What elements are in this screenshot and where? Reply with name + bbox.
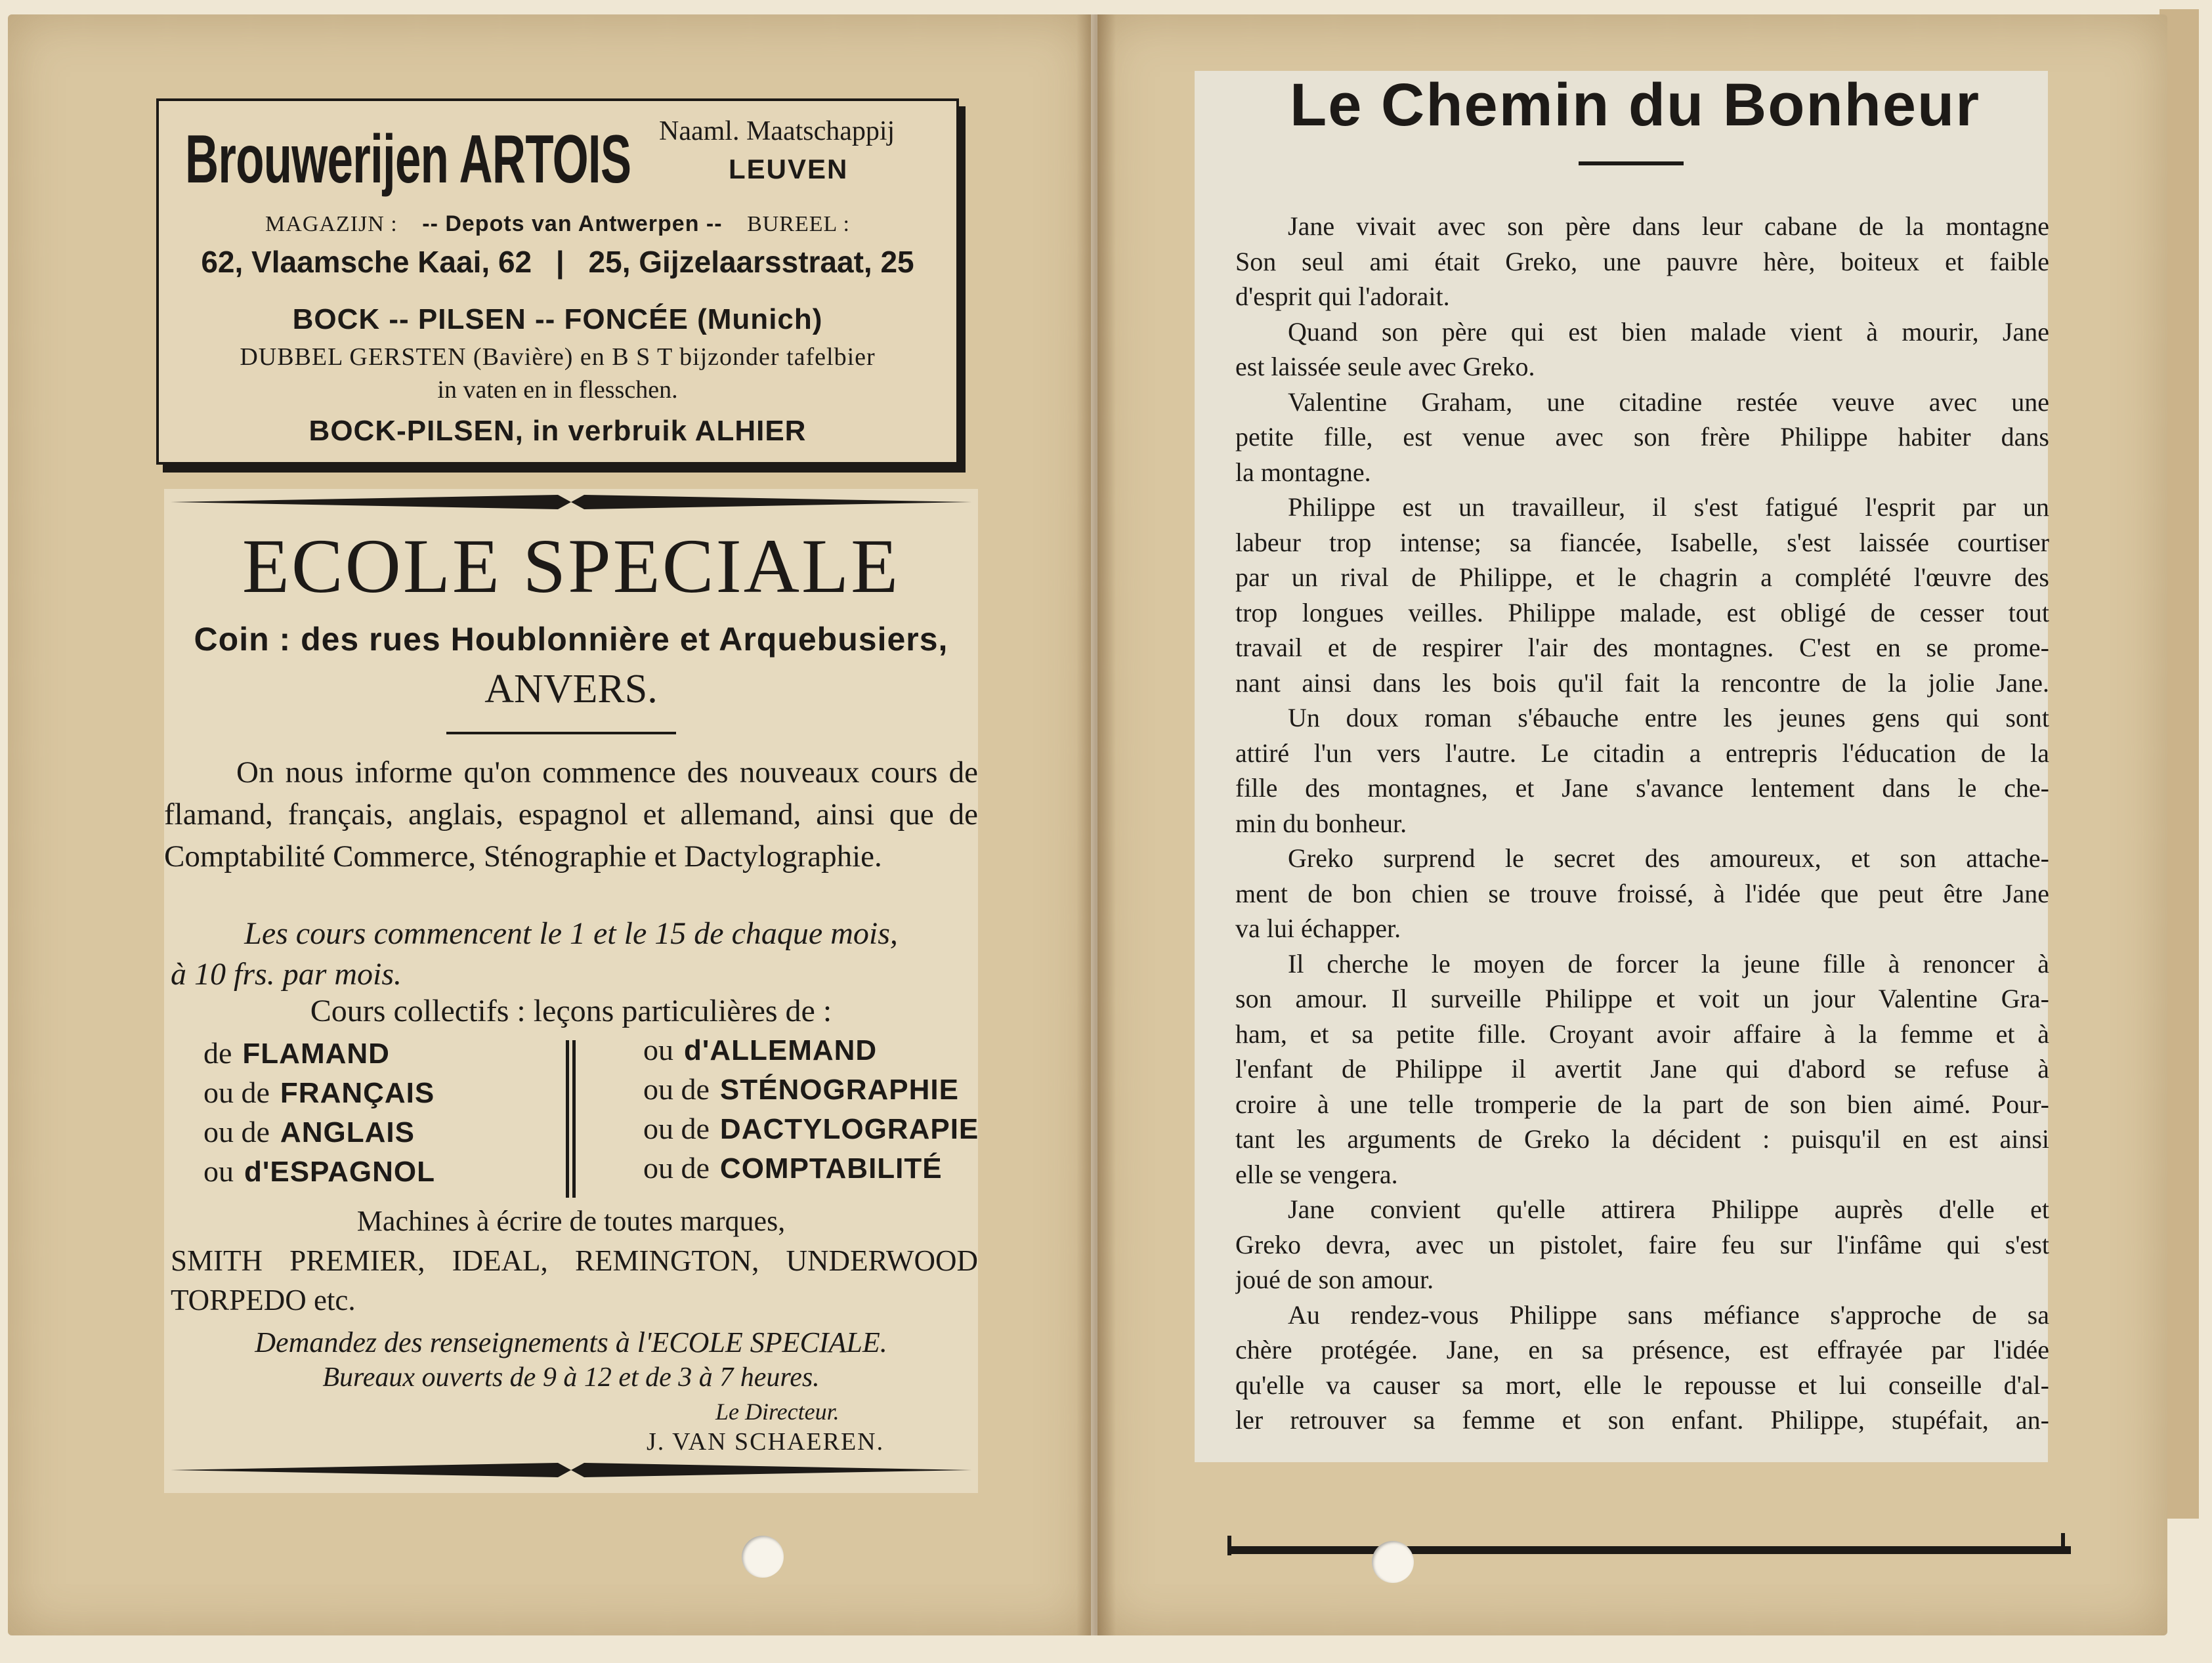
- article-line: ment de bon chien se trouve froissé, à l'idée que peut être Jane: [1235, 878, 2049, 908]
- courses-divider-b: [572, 1040, 576, 1198]
- ecole-speciale-advertisement: [164, 489, 978, 1493]
- contact-line1: Demandez des renseignements à l'ECOLE SPECIALE.: [255, 1326, 887, 1358]
- artois-tagline: BOCK-PILSEN, in verbruik ALHIER: [308, 415, 807, 447]
- article-line: d'esprit qui l'adorait.: [1235, 282, 1450, 311]
- article-line: labeur trop intense; sa fiancée, Isabelle, s'est laissée courtiser: [1235, 527, 2049, 557]
- course-subject: d'ALLEMAND: [684, 1034, 878, 1066]
- course-subject: d'ESPAGNOL: [244, 1156, 435, 1188]
- course-subject: STÉNOGRAPHIE: [719, 1074, 959, 1106]
- ecole-city: ANVERS.: [484, 667, 658, 711]
- article-line: nant ainsi dans les bois qu'il fait la rencontre de la jolie Jane.: [1235, 667, 2049, 698]
- ecole-intro: On nous informe qu'on commence des nouveaux cours de flamand, français, anglais, espagnol et allemand, ainsi que de Comptabilité Commerce, Sténographie et Dactylographie.: [164, 755, 978, 874]
- courses-divider-a: [566, 1040, 569, 1198]
- course-subject: FRANÇAIS: [280, 1077, 435, 1109]
- course-prefix: ou de: [203, 1076, 270, 1109]
- course-item-right: [643, 1109, 985, 1148]
- city-underline: [446, 732, 676, 734]
- address-divider: |: [555, 245, 564, 279]
- article-line: trop longues veilles. Philippe malade, est obligé de cesser tout: [1235, 597, 2049, 627]
- article-line: Valentine Graham, une citadine restée veuve avec une: [1288, 387, 2049, 417]
- course-prefix: ou: [203, 1154, 234, 1188]
- article-line: joué de son amour.: [1235, 1265, 1434, 1294]
- course-prefix: ou de: [643, 1112, 710, 1145]
- article-line: Greko devra, avec un pistolet, faire feu sur l'infâme qui s'est: [1235, 1229, 2049, 1259]
- title-rule: [1579, 161, 1684, 165]
- article-line: la montagne.: [1235, 457, 1371, 487]
- schedule-line2: à 10 frs. par mois.: [171, 957, 402, 992]
- punch-hole-right: [1372, 1541, 1414, 1583]
- article-line: l'enfant de Philippe il avertit Jane qui d'abord se refuse à: [1235, 1054, 2049, 1084]
- machines-line1: Machines à écrire de toutes marques,: [356, 1205, 786, 1237]
- course-item-left: [203, 1112, 571, 1152]
- article-line: Il cherche le moyen de forcer la jeune fille à renoncer à: [1288, 948, 2049, 979]
- bottom-rule-right-tick: [2061, 1533, 2065, 1553]
- artois-depot-row: [159, 211, 956, 237]
- course-subject: FLAMAND: [242, 1038, 390, 1070]
- course-item-left: [203, 1034, 571, 1073]
- artois-advertisement: [156, 98, 959, 465]
- magazijn-label: MAGAZIJN :: [265, 212, 398, 236]
- course-item-left: [203, 1152, 571, 1191]
- article-line: chère protégée. Jane, en sa présence, est effrayée par l'idée: [1235, 1335, 2049, 1364]
- course-subject: COMPTABILITÉ: [719, 1152, 943, 1185]
- article-line: Greko surprend le secret des amoureux, et son attache-: [1288, 843, 2049, 873]
- article-line: qu'elle va causer sa mort, elle le repousse et lui conseille d'al-: [1235, 1370, 2049, 1400]
- artois-brand: Brouwerijen ARTOIS: [185, 121, 631, 198]
- article-line: elle se vengera.: [1235, 1159, 1398, 1189]
- article-line: Son seul ami était Greko, une pauvre hère, boiteux et faible: [1235, 246, 2049, 276]
- article-line: par un rival de Philippe, et le chagrin a complété l'œuvre des: [1235, 562, 2049, 592]
- artois-address-row: [159, 244, 956, 280]
- course-prefix: ou de: [643, 1151, 710, 1185]
- article-line: ham, et sa petite fille. Croyant avoir affaire à la femme et à: [1235, 1019, 2049, 1049]
- article-line: son amour. Il surveille Philippe et voit un jour Valentine Gra-: [1235, 984, 2049, 1013]
- contact-line2: Bureaux ouverts de 9 à 12 et de 3 à 7 heures.: [322, 1362, 820, 1393]
- ecole-title: ECOLE SPECIALE: [242, 523, 901, 609]
- book-gutter: [1076, 14, 1116, 1635]
- bottom-rule-left-tick: [1227, 1536, 1231, 1555]
- article-line: va lui échapper.: [1235, 914, 1401, 943]
- course-subject: DACTYLOGRAPIE: [719, 1113, 979, 1145]
- signature-name: J. VAN SCHAEREN.: [647, 1428, 885, 1456]
- machines-line2: SMITH PREMIER, IDEAL, REMINGTON, UNDERWOOD: [171, 1244, 978, 1277]
- schedule-line1: Les cours commencent le 1 et le 15 de chaque mois,: [244, 916, 898, 951]
- courses-left-column: [203, 1034, 571, 1191]
- course-item-right: [643, 1070, 985, 1109]
- article-title: Le Chemin du Bonheur: [1290, 72, 1980, 138]
- article-line: Quand son père qui est bien malade vient à mourir, Jane: [1288, 316, 2049, 347]
- courses-right-column: [643, 1030, 985, 1188]
- ecole-location: Coin : des rues Houblonnière et Arquebusiers,: [194, 621, 948, 658]
- beer-types: BOCK -- PILSEN -- FONCÉE (Munich): [292, 303, 823, 335]
- artois-city: LEUVEN: [729, 154, 849, 184]
- article-line: est laissée seule avec Greko.: [1235, 352, 1535, 381]
- course-prefix: ou de: [643, 1072, 710, 1106]
- article-line: Jane vivait avec son père dans leur cabane de la montagne: [1288, 211, 2049, 241]
- article-panel: [1195, 71, 2048, 1462]
- course-item-left: [203, 1073, 571, 1112]
- decorative-rule-bottom: [164, 1460, 978, 1480]
- article-line: petite fille, est venue avec son frère Philippe habiter dans: [1235, 422, 2049, 452]
- decorative-rule-top: [164, 492, 978, 512]
- course-item-right: [643, 1030, 985, 1070]
- article-line: attiré l'un vers l'autre. Le citadin a entrepris l'éducation de la: [1235, 738, 2049, 768]
- article-body: [1235, 209, 2049, 1438]
- course-header: Cours collectifs : leçons particulières de :: [310, 994, 832, 1028]
- beer-description-line2: in vaten en in flesschen.: [437, 376, 678, 404]
- article-line: Un doux roman s'ébauche entre les jeunes gens qui sont: [1288, 703, 2049, 732]
- article-line: fille des montagnes, et Jane s'avance lentement dans le che-: [1235, 773, 2049, 803]
- article-line: ler retrouver sa femme et son enfant. Philippe, stupéfait, an-: [1235, 1405, 2049, 1435]
- artois-company-type: Naaml. Maatschappij: [659, 116, 895, 146]
- article-line: travail et de respirer l'air des montagnes. C'est en se prome-: [1235, 633, 2049, 662]
- course-prefix: de: [203, 1036, 232, 1070]
- course-prefix: ou: [643, 1033, 673, 1066]
- punch-hole-left: [742, 1536, 784, 1578]
- article-line: min du bonheur.: [1235, 808, 1407, 838]
- bureel-label: BUREEL :: [747, 212, 850, 236]
- course-prefix: ou de: [203, 1115, 270, 1148]
- bottom-rule: [1227, 1546, 2071, 1554]
- article-line: Philippe est un travailleur, il s'est fatigué l'esprit par un: [1288, 492, 2049, 522]
- article-line: Jane convient qu'elle attirera Philippe auprès d'elle et: [1288, 1194, 2049, 1224]
- address-right: 25, Gijzelaarsstraat, 25: [588, 245, 914, 279]
- article-line: Au rendez-vous Philippe sans méfiance s'approche de sa: [1288, 1299, 2049, 1330]
- machines-line3: TORPEDO etc.: [171, 1284, 356, 1316]
- address-left: 62, Vlaamsche Kaai, 62: [201, 245, 532, 279]
- course-subject: ANGLAIS: [280, 1116, 415, 1148]
- depots-label: -- Depots van Antwerpen --: [422, 211, 723, 236]
- article-line: tant les arguments de Greko la décident : puisqu'il en est ainsi: [1235, 1124, 2049, 1154]
- signature-role: Le Directeur.: [715, 1399, 840, 1425]
- beer-description-line1: DUBBEL GERSTEN (Bavière) en B S T bijzonder tafelbier: [240, 343, 876, 371]
- course-item-right: [643, 1148, 985, 1188]
- article-line: croire à une telle tromperie de la part de son bien aimé. Pour-: [1235, 1089, 2049, 1119]
